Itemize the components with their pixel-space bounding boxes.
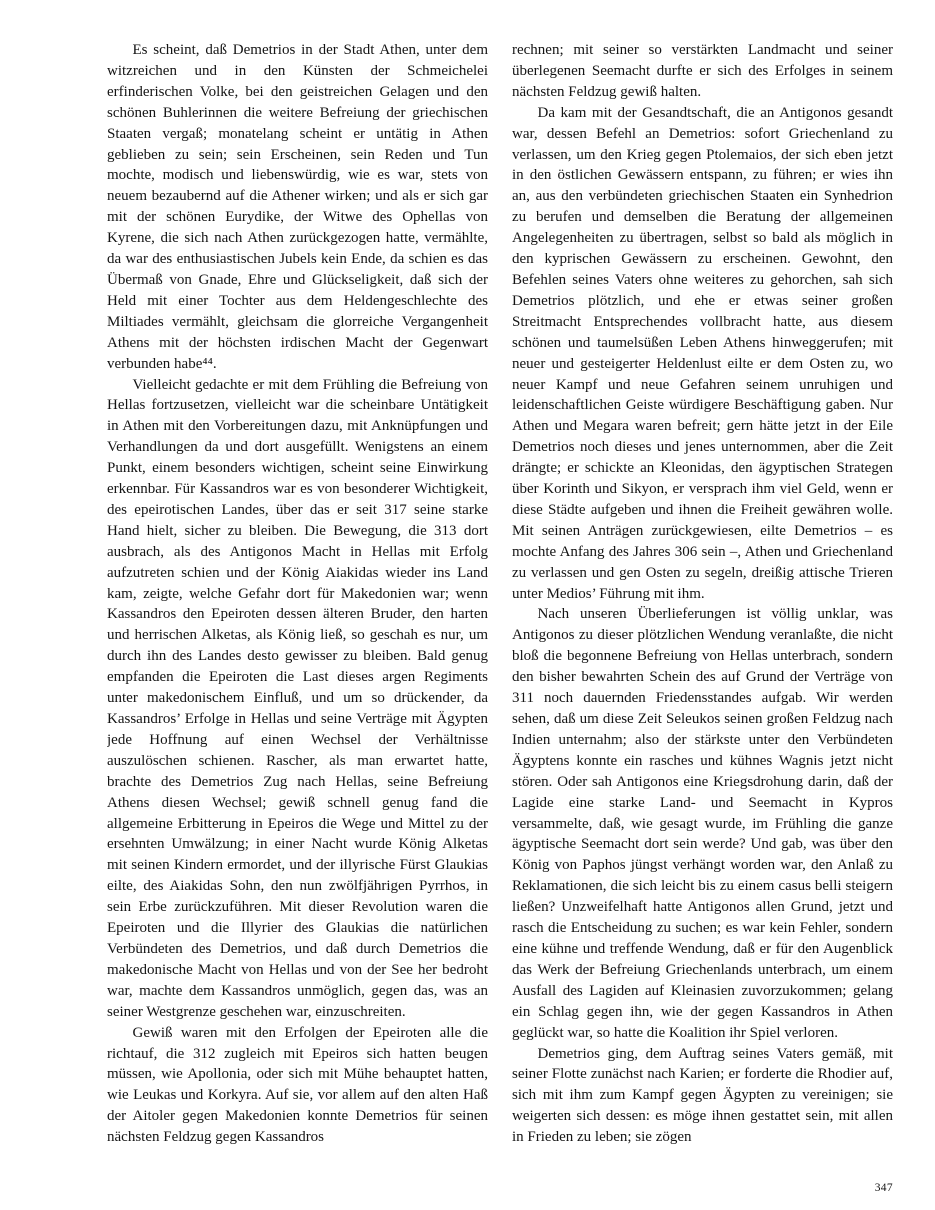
paragraph: Gewiß waren mit den Erfolgen der Epeiroten alle die richtauf, die 312 zugleich mit Epeiros sich hatten beugen müssen, wie Apollonia, oder sich mit Mühe behauptet hatten, wie Leukas und Korkyra. Auf sie, vor allem auf den alten Haß der Aitoler gegen Makedonien konnte Demetrios für seinen nächsten Feldzug gegen Kassandros bbox=[107, 1024, 488, 1146]
paragraph: Da kam mit der Gesandtschaft, die an Antigonos gesandt war, dessen Befehl an Demetrios: sofort Griechenland zu verlassen, um den Krieg gegen Ptolemaios, der sich eben jetzt in den östlichen Gewässern entspann, zu führen; er wies ihn an, aus den verbündeten griechischen Staaten ein Synhedrion zu berufen und demselben die Beratung der allgemeinen Angelegenheiten zu übertragen, selbst so bald als möglich in den kyprischen Gewässern zu erscheinen. Gewohnt, den Befehlen seines Vaters ohne weiteres zu gehorchen, sah sich Demetrios plötzlich, und ehe er etwas seiner großen Streitmacht Entsprechendes vollbracht hatte, aus diesem schönen und taumelsüßen Leben Athens hinweggerufen; mit neuer und gesteigerter Heldenlust eilte er dem Osten zu, wo neuer Kampf und neue Gefahren seinem unruhigen und leidenschaftlichen Geiste würdigere Beschäftigung gaben. Nur Athen und Megara waren befreit; gern hätte jetzt in der Eile Demetrios noch dieses und jenes unternommen, aber die Zeit drängte; er schickte an Kleonidas, den ägyptischen Strategen über Korinth und Sikyon, er versprach ihm viel Geld, wenn er diese Städte aufgeben und ihnen die Freiheit gewähren wolle. Mit seinen Anträgen zurückgewiesen, eilte Demetrios – es mochte Anfang des Jahres 306 sein –, Athen und Griechenland zu verlassen und gen Osten zu segeln, dreißig attische Trieren unter Medios’ Führung mit ihm. bbox=[512, 104, 893, 602]
right-column bbox=[512, 40, 893, 1162]
paragraph: Nach unseren Überlieferungen ist völlig unklar, was Antigonos zu dieser plötzlichen Wendung veranlaßte, die nicht bloß die begonnene Befreiung von Hellas unterbrach, sondern den bisher bewahrten Schein des auf Grund der Verträge von 311 noch dauernden Friedensstandes aufgab. Wir werden sehen, daß um diese Zeit Seleukos seinen großen Feldzug nach Indien unternahm; also der stärkste unter den Verbündeten Ägyptens konnte ein rasches und kühnes Wagnis jetzt nicht stören. Oder sah Antigonos eine Kriegsdrohung darin, daß der Lagide eine starke Land- und Seemacht in Kypros versammelte, daß, wie gesagt wurde, im Frühling die ganze ägyptische Seemacht dort sein werde? Und gab, was über den König von Paphos jüngst verhängt worden war, den Anlaß zu Reklamationen, die sich leicht bis zu einem casus belli steigern ließen? Unzweifelhaft hatte Antigonos allen Grund, jetzt und rasch die Entscheidung zu suchen; es war kein Fehler, sondern eine kühne und treffende Wendung, daß er für den Augenblick das Werk der Befreiung Griechenlands unterbrach, um einem Ausfall des Lagiden auf Kleinasien zuvorzukommen; gelang ein Schlag gegen ihn, wie der gegen Kassandros in Athen geglückt war, so hatte die Koalition ihr Spiel verloren. bbox=[512, 606, 893, 1041]
text-columns bbox=[107, 40, 893, 1162]
paragraph: Es scheint, daß Demetrios in der Stadt Athen, unter dem witzreichen und in den Künsten der Schmeichelei erfinderischen Volke, bei den geistreichen Gelagen und den schönen Buhlerinnen die weitere Befreiung der griechischen Staaten vergaß; monatelang scheint er untätig in Athen geblieben zu sein; sein Erscheinen, sein Reden und Tun mochte, modisch und liebenswürdig, wie es war, stets von neuem bezaubernd auf die Athener wirken; und als er sich gar mit der schönen Eurydike, der Witwe des Ophellas von Kyrene, die sich nach Athen zurückgezogen hatte, vermählte, da war des enthusiastischen Jubels kein Ende, da schien es das Übermaß von Gnade, Ehre und Glückseligkeit, daß sich der Held mit einer Tochter aus dem Heldengeschlechte des Miltiades vermählt, gleichsam die glorreiche Vergangenheit Athens mit der höchsten irdischen Macht der Gegenwart verbunden habe⁴⁴. bbox=[107, 42, 488, 372]
paragraph: Demetrios ging, dem Auftrag seines Vaters gemäß, mit seiner Flotte zunächst nach Karien; er forderte die Rhodier auf, sich mit ihm zum Kampf gegen Ägypten zu vereinigen; sie weigerten sich dessen: es möge ihnen gestattet sein, mit allen in Frieden zu leben; sie zögen bbox=[512, 1045, 893, 1146]
paragraph: Vielleicht gedachte er mit dem Frühling die Befreiung von Hellas fortzusetzen, vielleicht war die scheinbare Untätigkeit in Athen mit den Vorbereitungen dazu, mit Anknüpfungen und Verhandlungen da und dort ausgefüllt. Wenigstens an einem Punkt, einem besonders wichtigen, scheint seine Einwirkung erkennbar. Für Kassandros war es von besonderer Wichtigkeit, des epeirotischen Landes, über das er seit 317 seine starke Hand hielt, sicher zu bleiben. Die Bewegung, die 313 dort ausbrach, als des Antigonos Macht in Hellas mit Erfolg aufzutreten schien und der König Aiakidas wieder ins Land kam, zeigte, welche Gefahr dort für Makedonien war; wenn Kassandros den Epeiroten dessen älteren Bruder, den harten und herrischen Alketas, als König ließ, so geschah es nur, um durch ihn des Landes desto gewisser zu bleiben. Bald genug empfanden die Epeiroten die Last dieses argen Regiments unter makedonischem Einfluß, und um so drückender, da Kassandros’ Erfolge in Hellas und seine Verträge mit Ägypten jede Hoffnung auf einen Wechsel der Verhältnisse auszulöschen schienen. Rascher, als man erwartet hatte, brachte des Demetrios Zug nach Hellas, seine Befreiung Athens diesen Wechsel; gewiß schnell genug fand die allgemeine Erbitterung in Epeiros die Wege und Mittel zu der ersehnten Umwälzung; in einer Nacht wurde König Alketas mit seinen Kindern ermordet, und der illyrische Fürst Glaukias eilte, des Aiakidas Sohn, den nun zwölfjährigen Pyrrhos, in sein Erbe zurückzuführen. Mit dieser Revolution waren die Epeiroten und die Illyrier des Glaukias die natürlichen Verbündeten des Demetrios, und daß durch Demetrios die makedonische Macht von Hellas und von der See her bedroht war, machte dem Kassandros unmöglich, gegen das, was an seiner Westgrenze geschehen war, einzuschreiten. bbox=[107, 376, 488, 1020]
paragraph: rechnen; mit seiner so verstärkten Landmacht und seiner überlegenen Seemacht durfte er sich des Erfolges in seinem nächsten Feldzug gewiß halten. bbox=[512, 42, 893, 100]
page-number: 347 bbox=[874, 1182, 893, 1194]
left-column bbox=[107, 40, 488, 1162]
